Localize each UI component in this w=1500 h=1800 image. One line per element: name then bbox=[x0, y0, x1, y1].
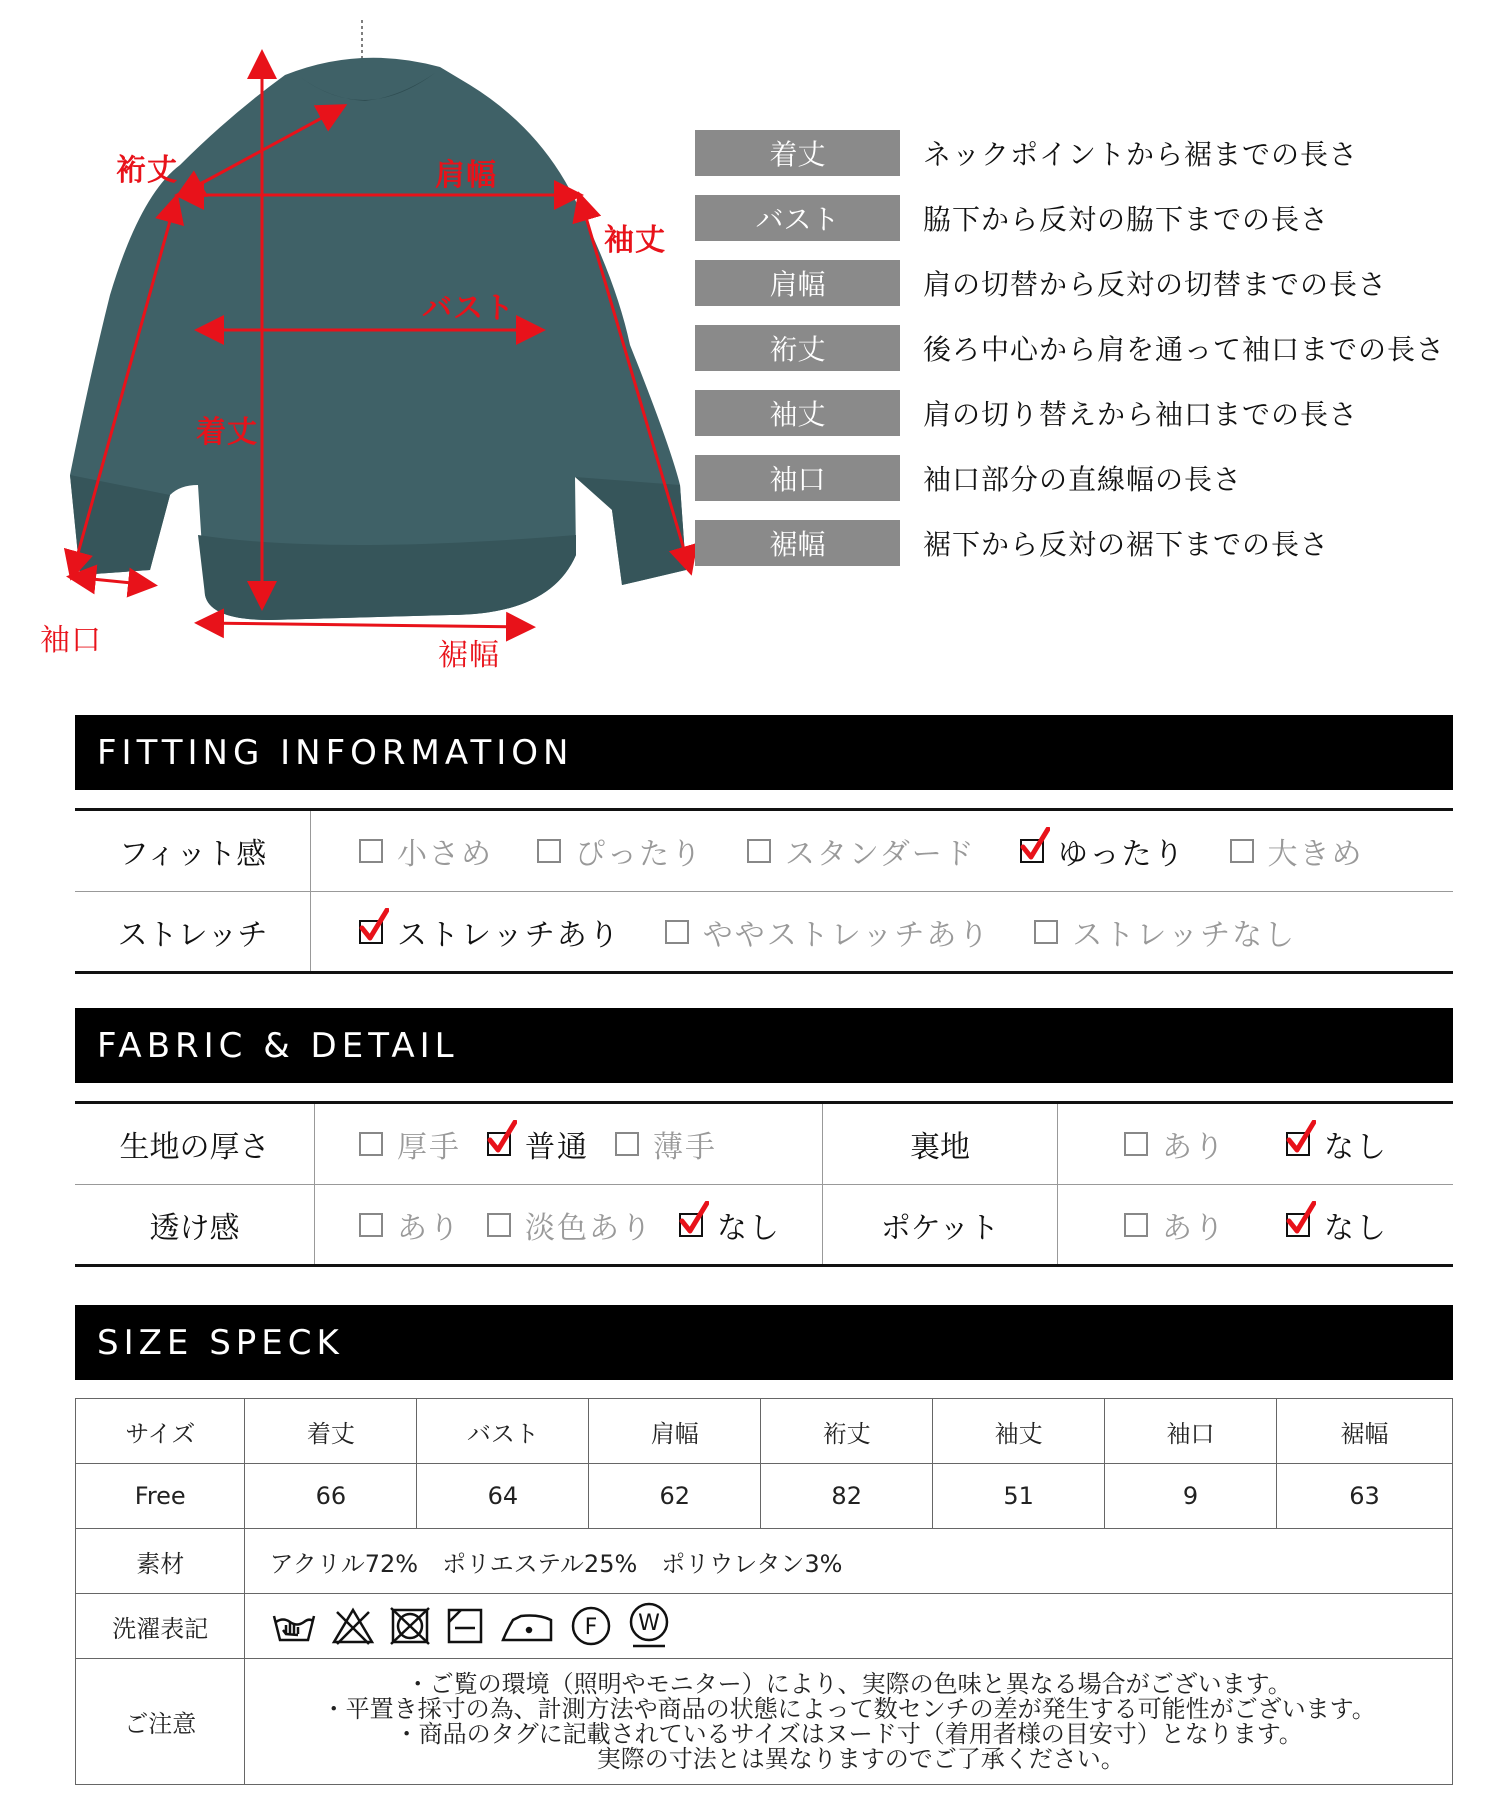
sheer-option[interactable]: なし bbox=[679, 1203, 781, 1247]
care-icons bbox=[245, 1594, 1453, 1659]
legend-key: 着丈 bbox=[695, 130, 900, 176]
sweater-illustration bbox=[30, 15, 710, 675]
size-header-row bbox=[76, 1399, 1453, 1464]
stretch-option[interactable]: ストレッチなし bbox=[1034, 910, 1296, 954]
note-line: ・平置き採寸の為、計測方法や商品の状態によって数センチの差が発生する可能性がございます。 bbox=[321, 1694, 1376, 1723]
label-katahaba: 肩幅 bbox=[435, 158, 497, 193]
size-cell: 66 bbox=[245, 1464, 417, 1529]
size-header-cell: 袖口 bbox=[1105, 1399, 1277, 1464]
legend-desc: 後ろ中心から肩を通って袖口までの長さ bbox=[923, 333, 1446, 366]
stretch-option[interactable]: ストレッチあり bbox=[359, 910, 621, 954]
size-header-cell: 肩幅 bbox=[589, 1399, 761, 1464]
note-line: ・商品のタグに記載されているサイズはヌード寸（着用者様の目安寸）となります。 bbox=[394, 1719, 1303, 1748]
legend-desc: 脇下から反対の脇下までの長さ bbox=[923, 203, 1330, 236]
checkbox-icon bbox=[487, 1213, 511, 1237]
checkmark-icon bbox=[1286, 1201, 1316, 1237]
sheer-options bbox=[315, 1185, 823, 1264]
thickness-option[interactable]: 普通 bbox=[487, 1122, 589, 1166]
fitting-header: FITTING INFORMATION bbox=[75, 715, 1453, 790]
label-susohaba: 裾幅 bbox=[438, 638, 500, 673]
care-row bbox=[76, 1594, 1453, 1659]
size-cell: 64 bbox=[417, 1464, 589, 1529]
checkbox-icon bbox=[1124, 1213, 1148, 1237]
checkbox-icon bbox=[1034, 920, 1058, 944]
thickness-label: 生地の厚さ bbox=[75, 1104, 315, 1184]
no-tumble-dry-icon bbox=[389, 1606, 431, 1646]
low-iron-icon bbox=[499, 1606, 555, 1646]
legend-row bbox=[695, 130, 1485, 176]
stretch-options bbox=[311, 892, 1340, 971]
label-sodeguchi: 袖口 bbox=[40, 623, 102, 658]
checkbox-icon bbox=[665, 920, 689, 944]
checkmark-icon bbox=[1286, 1120, 1316, 1156]
fitting-table bbox=[75, 808, 1453, 974]
label-bust: バスト bbox=[422, 291, 515, 326]
thickness-options bbox=[315, 1104, 823, 1184]
lining-options bbox=[1058, 1104, 1388, 1184]
checkmark-icon bbox=[679, 1201, 709, 1237]
pocket-options bbox=[1058, 1185, 1388, 1264]
size-cell: 62 bbox=[589, 1464, 761, 1529]
notes-row bbox=[76, 1659, 1453, 1785]
checkbox-icon bbox=[615, 1132, 639, 1156]
legend-row bbox=[695, 390, 1485, 436]
sweater-body bbox=[70, 58, 686, 620]
lining-option[interactable]: あり bbox=[1124, 1122, 1226, 1166]
size-value-row bbox=[76, 1464, 1453, 1529]
legend-key: 袖口 bbox=[695, 455, 900, 501]
size-cell: Free bbox=[76, 1464, 245, 1529]
legend-key: バスト bbox=[695, 195, 900, 241]
legend-row bbox=[695, 260, 1485, 306]
fit-row bbox=[75, 811, 1453, 891]
fit-option[interactable]: ぴったり bbox=[537, 829, 703, 873]
fit-option[interactable]: ゆったり bbox=[1020, 829, 1186, 873]
stretch-option[interactable]: ややストレッチあり bbox=[665, 910, 991, 954]
size-cell: 63 bbox=[1277, 1464, 1453, 1529]
care-label: 洗濯表記 bbox=[76, 1594, 245, 1659]
label-kitake: 着丈 bbox=[196, 415, 258, 450]
checkbox-icon bbox=[1230, 839, 1254, 863]
size-header-cell: 着丈 bbox=[245, 1399, 417, 1464]
size-header-cell: サイズ bbox=[76, 1399, 245, 1464]
material-value: アクリル72% ポリエステル25% ポリウレタン3% bbox=[245, 1529, 1453, 1594]
legend-key: 袖丈 bbox=[695, 390, 900, 436]
checkbox-icon bbox=[359, 920, 383, 944]
fit-option[interactable]: 大きめ bbox=[1230, 829, 1364, 873]
svg-text:W: W bbox=[638, 1611, 661, 1636]
checkbox-icon bbox=[359, 1213, 383, 1237]
sheer-option[interactable]: 淡色あり bbox=[487, 1203, 653, 1247]
pocket-option[interactable]: あり bbox=[1124, 1203, 1226, 1247]
legend-key: 裄丈 bbox=[695, 325, 900, 371]
checkbox-icon bbox=[359, 1132, 383, 1156]
checkbox-icon bbox=[1286, 1132, 1310, 1156]
legend-key: 肩幅 bbox=[695, 260, 900, 306]
legend-desc: 裾下から反対の裾下までの長さ bbox=[923, 528, 1330, 561]
thickness-option[interactable]: 厚手 bbox=[359, 1122, 461, 1166]
label-yukitake: 裄丈 bbox=[116, 153, 178, 188]
checkbox-icon bbox=[679, 1213, 703, 1237]
checkbox-icon bbox=[1124, 1132, 1148, 1156]
no-bleach-icon bbox=[331, 1606, 375, 1646]
wet-clean-w-icon bbox=[627, 1600, 671, 1652]
stretch-row bbox=[75, 891, 1453, 971]
legend-row bbox=[695, 195, 1485, 241]
pocket-option[interactable]: なし bbox=[1286, 1203, 1388, 1247]
fit-label: フィット感 bbox=[75, 811, 311, 891]
label-sodetake: 袖丈 bbox=[604, 223, 666, 258]
size-cell: 82 bbox=[761, 1464, 933, 1529]
thickness-option[interactable]: 薄手 bbox=[615, 1122, 717, 1166]
size-cell: 51 bbox=[933, 1464, 1105, 1529]
size-header-cell: バスト bbox=[417, 1399, 589, 1464]
legend-row bbox=[695, 455, 1485, 501]
stretch-label: ストレッチ bbox=[75, 892, 311, 971]
size-header-cell: 袖丈 bbox=[933, 1399, 1105, 1464]
legend-desc: ネックポイントから裾までの長さ bbox=[923, 138, 1359, 171]
size-table bbox=[75, 1398, 1453, 1785]
fabric-header: FABRIC & DETAIL bbox=[75, 1008, 1453, 1083]
legend-desc: 肩の切替から反対の切替までの長さ bbox=[923, 268, 1388, 301]
lining-option[interactable]: なし bbox=[1286, 1122, 1388, 1166]
checkmark-icon bbox=[1020, 827, 1050, 863]
legend-row bbox=[695, 325, 1485, 371]
size-header: SIZE SPECK bbox=[75, 1305, 1453, 1380]
fabric-table bbox=[75, 1101, 1453, 1267]
shade-dry-flat-icon bbox=[445, 1606, 485, 1646]
material-row bbox=[76, 1529, 1453, 1594]
legend-key: 裾幅 bbox=[695, 520, 900, 566]
sweater-diagram bbox=[30, 15, 710, 675]
material-label: 素材 bbox=[76, 1529, 245, 1594]
sheer-label: 透け感 bbox=[75, 1185, 315, 1264]
fabric-row bbox=[75, 1104, 1453, 1184]
svg-text:F: F bbox=[585, 1615, 598, 1640]
checkbox-icon bbox=[537, 839, 561, 863]
fit-options bbox=[311, 811, 1364, 891]
fit-option[interactable]: スタンダード bbox=[747, 829, 976, 873]
lining-label: 裏地 bbox=[823, 1104, 1058, 1184]
pocket-label: ポケット bbox=[823, 1185, 1058, 1264]
size-cell: 9 bbox=[1105, 1464, 1277, 1529]
checkbox-icon bbox=[359, 839, 383, 863]
fit-option[interactable]: 小さめ bbox=[359, 829, 493, 873]
checkmark-icon bbox=[487, 1120, 517, 1156]
hand-wash-icon bbox=[271, 1606, 317, 1646]
note-line: ・ご覧の環境（照明やモニター）により、実際の色味と異なる場合がございます。 bbox=[405, 1669, 1292, 1698]
notes-body bbox=[245, 1659, 1453, 1785]
dry-clean-f-icon bbox=[569, 1604, 613, 1648]
checkbox-icon bbox=[1020, 839, 1044, 863]
note-line: 実際の寸法とは異なりますのでご了承ください。 bbox=[572, 1744, 1125, 1773]
checkbox-icon bbox=[487, 1132, 511, 1156]
checkbox-icon bbox=[1286, 1213, 1310, 1237]
checkbox-icon bbox=[747, 839, 771, 863]
fabric-row bbox=[75, 1184, 1453, 1264]
legend-desc: 肩の切り替えから袖口までの長さ bbox=[923, 398, 1359, 431]
checkmark-icon bbox=[359, 908, 389, 944]
sheer-option[interactable]: あり bbox=[359, 1203, 461, 1247]
size-header-cell: 裄丈 bbox=[761, 1399, 933, 1464]
legend-row bbox=[695, 520, 1485, 566]
size-header-cell: 裾幅 bbox=[1277, 1399, 1453, 1464]
notes-label: ご注意 bbox=[76, 1659, 245, 1785]
legend-desc: 袖口部分の直線幅の長さ bbox=[923, 463, 1243, 496]
